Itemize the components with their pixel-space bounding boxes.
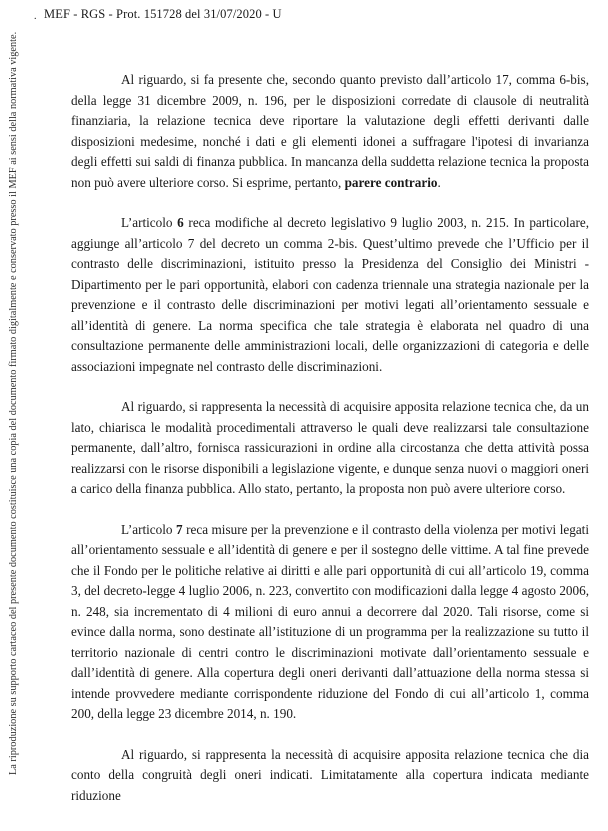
paragraph-4: L’articolo 7 reca misure per la prevenzione e il contrasto della violenza per motivi legati all’orientamento sessuale e all’identità di genere e per il sostegno delle vittime. A tal fine prevede che il Fondo per le politiche relative ai diritti e alle pari opportunità di cui all’articolo 19, comma 3, del decreto-legge 4 luglio 2006, n. 223, convertito con modificazioni dalla legge 4 agosto 2006, n. 248, sia incrementato di 4 milioni di euro annui a decorrere dal 2020. Tali risorse, come si evince dalla norma, sono destinate all’istituzione di un programma per la realizzazione su tutto il territorio nazionale di centri contro le discriminazioni motivate dall’orientamento sessuale e dall’identità di genere. Alla copertura degli oneri derivanti dall’attuazione della norma stessa si intende provvedere mediante corrispondente riduzione del Fondo di cui all’articolo 1, comma 200, della legge 23 dicembre 2014, n. 190. — [71, 521, 589, 721]
protocol-text: MEF - RGS - Prot. 151728 del 31/07/2020 - U — [44, 7, 282, 21]
paragraph-3: Al riguardo, si rappresenta la necessità di acquisire apposita relazione tecnica che, da un lato, chiarisca le modalità procedimentali attraverso le quali deve realizzarsi tale consultazione permanente, dall’altro, fornisca rassicurazioni in ordine alla circostanza che detta attività possa realizzarsi con le risorse disponibili a legislazione vigente, e dunque senza nuovi o maggiori oneri a carico della finanza pubblica. Allo stato, pertanto, la proposta non può avere ulteriore corso. — [71, 399, 589, 496]
protocol-header — [34, 7, 282, 22]
paragraph-5: Al riguardo, si rappresenta la necessità di acquisire apposita relazione tecnica che dia conto della congruità degli oneri indicati. Limitatamente alla copertura indicata mediante riduzione — [71, 746, 589, 803]
paragraph-1: Al riguardo, si fa presente che, secondo quanto previsto dall’articolo 17, comma 6-bis, della legge 31 dicembre 2009, n. 196, per le disposizioni corredate di clausole di neutralità finanziaria, la relazione tecnica deve riportare la valutazione degli effetti derivanti dalle disposizioni medesime, nonché i dati e gli elementi idonei a suffragare l'ipotesi di invarianza degli effetti sui saldi di finanza pubblica. In mancanza della suddetta relazione tecnica la proposta non può avere ulteriore corso. Si esprime, pertanto, parere contrario. — [71, 72, 589, 190]
document-body — [71, 70, 589, 806]
header-bullet: . — [34, 11, 37, 22]
side-legal-note: La riproduzione su supporto cartaceo del presente documento costituisce una copia del documento firmato digitalmente e conservato presso il MEF ai sensi della normativa vigente. — [8, 31, 19, 775]
paragraph-2: L’articolo 6 reca modifiche al decreto legislativo 9 luglio 2003, n. 215. In particolare, aggiunge all’articolo 7 del decreto un comma 2-bis. Quest’ultimo prevede che l’Ufficio per il contrasto delle discriminazioni, istituito presso la Presidenza del Consiglio dei Ministri - Dipartimento per le pari opportunità, elabori con cadenza triennale una strategia nazionale per la prevenzione e il contrasto delle discriminazioni per motivi legati all’orientamento sessuale e all’identità di genere. La norma specifica che tale strategia è elaborata nel quadro di una consultazione permanente delle amministrazioni locali, delle organizzazioni di categoria e delle associazioni impegnate nel contrasto delle discriminazioni. — [71, 215, 589, 374]
